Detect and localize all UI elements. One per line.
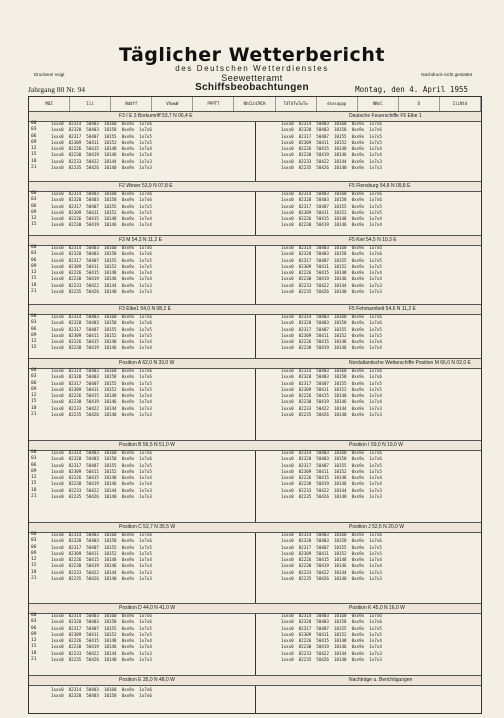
- band-right-label: F5 Kiel 54,5 N 10,3 E: [349, 237, 397, 243]
- right-station-rows: 1xxx0 82314 50403 10160 0xx9x 1x7x6 1xxx0 82320 50403 10158 0xx9x 1x7x6 1xxx0 82317 50407 10155 0xx9x 1x7x5 1xxx0 82309 50411 10152 0xx9x 1x7x5 1xxx0 82226 50415 10148 0xx9x 1x7x4 1xxx0 82230 50419 10146 0xx9x 1x7x4: [281, 191, 382, 228]
- band-left-label: Position A 62,0 N 33,0 W: [119, 360, 175, 366]
- office-name: Seewetteramt: [221, 73, 283, 83]
- printer-note: Druckerei Voigt: [34, 72, 65, 77]
- hour-column: 00 03 06 09 12 15 18 21: [31, 613, 37, 663]
- band-left-label: F3 I E 3 Borkumriff 53,7 N 06,4 E: [119, 113, 193, 119]
- band-right-label: Position I 59,0 N 19,0 W: [349, 442, 403, 448]
- left-station-rows: 1xxx0 82314 50403 10160 0xx9x 1x7x6 1xxx0 82320 50403 10158 0xx9x 1x7x6 1xxx0 82317 50407 10155 0xx9x 1x7x5 1xxx0 82309 50411 10152 0xx9x 1x7x5 1xxx0 82226 50415 10148 0xx9x 1x7x4 1xxx0 82230 50419 10146 0xx9x 1x7x4 1xxx0 82233 50422 10144 0xx9x 1x7x3 1xxx0 82235 50426 10140 0xx9x 1x7x3: [51, 121, 152, 171]
- band-right-label: F5 Flensburg 54,8 N 09,8 E: [349, 183, 411, 189]
- column-header: VVwwW: [152, 97, 193, 111]
- hour-column: 00 03 06 09 12 15 18 21: [31, 450, 37, 500]
- band-left-label: F3 Elbe1 54,0 N 08,2 E: [119, 306, 171, 312]
- left-station-rows: 1xxx0 82314 50403 10160 0xx9x 1x7x6 1xxx0 82320 50403 10158 0xx9x 1x7x6 1xxx0 82317 50407 10155 0xx9x 1x7x5 1xxx0 82309 50411 10152 0xx9x 1x7x5 1xxx0 82226 50415 10148 0xx9x 1x7x4 1xxx0 82230 50419 10146 0xx9x 1x7x4 1xxx0 82233 50422 10144 0xx9x 1x7x3 1xxx0 82235 50426 10140 0xx9x 1x7x3: [51, 368, 152, 418]
- band-right-label: Deutsche Feuerschiffe F5 Elbe 1: [349, 113, 422, 119]
- hour-column: 00 03 06 09 12 15: [31, 314, 37, 351]
- band-right-label: F5 Fehmarnbelt 54,6 N 11,2 E: [349, 306, 416, 312]
- band-left-label: Position E 35,0 N 48,0 W: [119, 677, 175, 683]
- right-station-rows: 1xxx0 82314 50403 10160 0xx9x 1x7x6 1xxx0 82320 50403 10158 0xx9x 1x7x6 1xxx0 82317 50407 10155 0xx9x 1x7x5 1xxx0 82309 50411 10152 0xx9x 1x7x5 1xxx0 82226 50415 10148 0xx9x 1x7x4 1xxx0 82230 50419 10146 0xx9x 1x7x4: [281, 314, 382, 351]
- hour-column: 00 03 06 09 12 15 18 21: [31, 245, 37, 295]
- column-header: dsvsappp: [317, 97, 358, 111]
- column-headers: [29, 97, 481, 112]
- hour-column: 00 03 06 09 12 15 18 21: [31, 532, 37, 582]
- band-left-label: F3 M 54,3 N 11,2 E: [119, 237, 162, 243]
- column-header: Nddff: [111, 97, 152, 111]
- band-right-label: Nachträge u. Berichtigungen: [349, 677, 413, 683]
- hour-column: 00 03 06 09 12 15 18 21: [31, 121, 37, 171]
- late-report-rows: 1xxx0 82314 50403 10160 0xx9x 1x7x6 1xxx0 82320 50403 10158 0xx9x 1x7x6: [51, 687, 152, 699]
- report-title: Täglicher Wetterbericht: [119, 44, 385, 66]
- column-header: Iii: [70, 97, 111, 111]
- column-header: PPPTT: [193, 97, 234, 111]
- report-date: Montag, den 4. April 1955: [355, 85, 468, 94]
- left-station-rows: 1xxx0 82314 50403 10160 0xx9x 1x7x6 1xxx0 82320 50403 10158 0xx9x 1x7x6 1xxx0 82317 50407 10155 0xx9x 1x7x5 1xxx0 82309 50411 10152 0xx9x 1x7x5 1xxx0 82226 50415 10148 0xx9x 1x7x4 1xxx0 82230 50419 10146 0xx9x 1x7x4 1xxx0 82233 50422 10144 0xx9x 1x7x3 1xxx0 82235 50426 10140 0xx9x 1x7x3: [51, 245, 152, 295]
- left-station-rows: 1xxx0 82314 50403 10160 0xx9x 1x7x6 1xxx0 82320 50403 10158 0xx9x 1x7x6 1xxx0 82317 50407 10155 0xx9x 1x7x5 1xxx0 82309 50411 10152 0xx9x 1x7x5 1xxx0 82226 50415 10148 0xx9x 1x7x4 1xxx0 82230 50419 10146 0xx9x 1x7x4: [51, 191, 152, 228]
- band-right-label: Position J 52,5 N 20,0 W: [349, 524, 405, 530]
- observation-table: [28, 96, 482, 714]
- hour-column: 00 03 06 09 12 15: [31, 191, 37, 228]
- right-station-rows: 1xxx0 82314 50403 10160 0xx9x 1x7x6 1xxx0 82320 50403 10158 0xx9x 1x7x6 1xxx0 82317 50407 10155 0xx9x 1x7x5 1xxx0 82309 50411 10152 0xx9x 1x7x5 1xxx0 82226 50415 10148 0xx9x 1x7x4 1xxx0 82230 50419 10146 0xx9x 1x7x4 1xxx0 82233 50422 10144 0xx9x 1x7x3 1xxx0 82235 50426 10140 0xx9x 1x7x3: [281, 245, 382, 295]
- right-station-rows: 1xxx0 82314 50403 10160 0xx9x 1x7x6 1xxx0 82320 50403 10158 0xx9x 1x7x6 1xxx0 82317 50407 10155 0xx9x 1x7x5 1xxx0 82309 50411 10152 0xx9x 1x7x5 1xxx0 82226 50415 10148 0xx9x 1x7x4 1xxx0 82230 50419 10146 0xx9x 1x7x4 1xxx0 82233 50422 10144 0xx9x 1x7x3 1xxx0 82235 50426 10140 0xx9x 1x7x3: [281, 368, 382, 418]
- left-station-rows: 1xxx0 82314 50403 10160 0xx9x 1x7x6 1xxx0 82320 50403 10158 0xx9x 1x7x6 1xxx0 82317 50407 10155 0xx9x 1x7x5 1xxx0 82309 50411 10152 0xx9x 1x7x5 1xxx0 82226 50415 10148 0xx9x 1x7x4 1xxx0 82230 50419 10146 0xx9x 1x7x4: [51, 314, 152, 351]
- report-header: [0, 0, 504, 106]
- left-station-rows: 1xxx0 82314 50403 10160 0xx9x 1x7x6 1xxx0 82320 50403 10158 0xx9x 1x7x6 1xxx0 82317 50407 10155 0xx9x 1x7x5 1xxx0 82309 50411 10152 0xx9x 1x7x5 1xxx0 82226 50415 10148 0xx9x 1x7x4 1xxx0 82230 50419 10146 0xx9x 1x7x4 1xxx0 82233 50422 10144 0xx9x 1x7x3 1xxx0 82235 50426 10140 0xx9x 1x7x3: [51, 532, 152, 582]
- column-header: D: [399, 97, 440, 111]
- issue-number: Jahrgang 80 Nr. 94: [28, 85, 85, 94]
- band-left-label: Position C 52,7 N 35,5 W: [119, 524, 176, 530]
- band-left-label: Position D 44,0 N 41,0 W: [119, 605, 176, 611]
- right-station-rows: 1xxx0 82314 50403 10160 0xx9x 1x7x6 1xxx0 82320 50403 10158 0xx9x 1x7x6 1xxx0 82317 50407 10155 0xx9x 1x7x5 1xxx0 82309 50411 10152 0xx9x 1x7x5 1xxx0 82226 50415 10148 0xx9x 1x7x4 1xxx0 82230 50419 10146 0xx9x 1x7x4 1xxx0 82233 50422 10144 0xx9x 1x7x3 1xxx0 82235 50426 10140 0xx9x 1x7x3: [281, 613, 382, 663]
- band-left-label: F2 Weser 53,9 N 07,8 E: [119, 183, 173, 189]
- column-header: NNsC: [358, 97, 399, 111]
- right-station-rows: 1xxx0 82314 50403 10160 0xx9x 1x7x6 1xxx0 82320 50403 10158 0xx9x 1x7x6 1xxx0 82317 50407 10155 0xx9x 1x7x5 1xxx0 82309 50411 10152 0xx9x 1x7x5 1xxx0 82226 50415 10148 0xx9x 1x7x4 1xxx0 82230 50419 10146 0xx9x 1x7x4 1xxx0 82233 50422 10144 0xx9x 1x7x3 1xxx0 82235 50426 10140 0xx9x 1x7x3: [281, 450, 382, 500]
- column-header: IiiNtd: [440, 97, 481, 111]
- column-header: TdTdTwTwTw: [276, 97, 317, 111]
- band-right-label: Nordatlantische Wetterschiffe Position M 66,0 N 02,0 E: [349, 360, 471, 366]
- left-station-rows: 1xxx0 82314 50403 10160 0xx9x 1x7x6 1xxx0 82320 50403 10158 0xx9x 1x7x6 1xxx0 82317 50407 10155 0xx9x 1x7x5 1xxx0 82309 50411 10152 0xx9x 1x7x5 1xxx0 82226 50415 10148 0xx9x 1x7x4 1xxx0 82230 50419 10146 0xx9x 1x7x4 1xxx0 82233 50422 10144 0xx9x 1x7x3 1xxx0 82235 50426 10140 0xx9x 1x7x3: [51, 450, 152, 500]
- hour-column: 00 03 06 09 12 15 18 21: [31, 368, 37, 418]
- column-header: NhCLhCMCH: [234, 97, 275, 111]
- band-left-label: Position B 56,5 N 51,0 W: [119, 442, 175, 448]
- left-station-rows: 1xxx0 82314 50403 10160 0xx9x 1x7x6 1xxx0 82320 50403 10158 0xx9x 1x7x6 1xxx0 82317 50407 10155 0xx9x 1x7x5 1xxx0 82309 50411 10152 0xx9x 1x7x5 1xxx0 82226 50415 10148 0xx9x 1x7x4 1xxx0 82230 50419 10146 0xx9x 1x7x4 1xxx0 82233 50422 10144 0xx9x 1x7x3 1xxx0 82235 50426 10140 0xx9x 1x7x3: [51, 613, 152, 663]
- band-right-label: Position K 45,0 N 16,0 W: [349, 605, 405, 611]
- station-band: [29, 675, 481, 686]
- column-header: MOZ: [29, 97, 70, 111]
- center-divider: [255, 111, 256, 713]
- section-title: Schiffsbeobachtungen: [195, 82, 309, 93]
- right-station-rows: 1xxx0 82314 50403 10160 0xx9x 1x7x6 1xxx0 82320 50403 10158 0xx9x 1x7x6 1xxx0 82317 50407 10155 0xx9x 1x7x5 1xxx0 82309 50411 10152 0xx9x 1x7x5 1xxx0 82226 50415 10148 0xx9x 1x7x4 1xxx0 82230 50419 10146 0xx9x 1x7x4 1xxx0 82233 50422 10144 0xx9x 1x7x3 1xxx0 82235 50426 10140 0xx9x 1x7x3: [281, 121, 382, 171]
- copyright-note: Nachdruck nicht gestattet: [421, 72, 472, 77]
- report-subtitle: des Deutschen Wetterdienstes: [175, 64, 329, 73]
- right-station-rows: 1xxx0 82314 50403 10160 0xx9x 1x7x6 1xxx0 82320 50403 10158 0xx9x 1x7x6 1xxx0 82317 50407 10155 0xx9x 1x7x5 1xxx0 82309 50411 10152 0xx9x 1x7x5 1xxx0 82226 50415 10148 0xx9x 1x7x4 1xxx0 82230 50419 10146 0xx9x 1x7x4 1xxx0 82233 50422 10144 0xx9x 1x7x3 1xxx0 82235 50426 10140 0xx9x 1x7x3: [281, 532, 382, 582]
